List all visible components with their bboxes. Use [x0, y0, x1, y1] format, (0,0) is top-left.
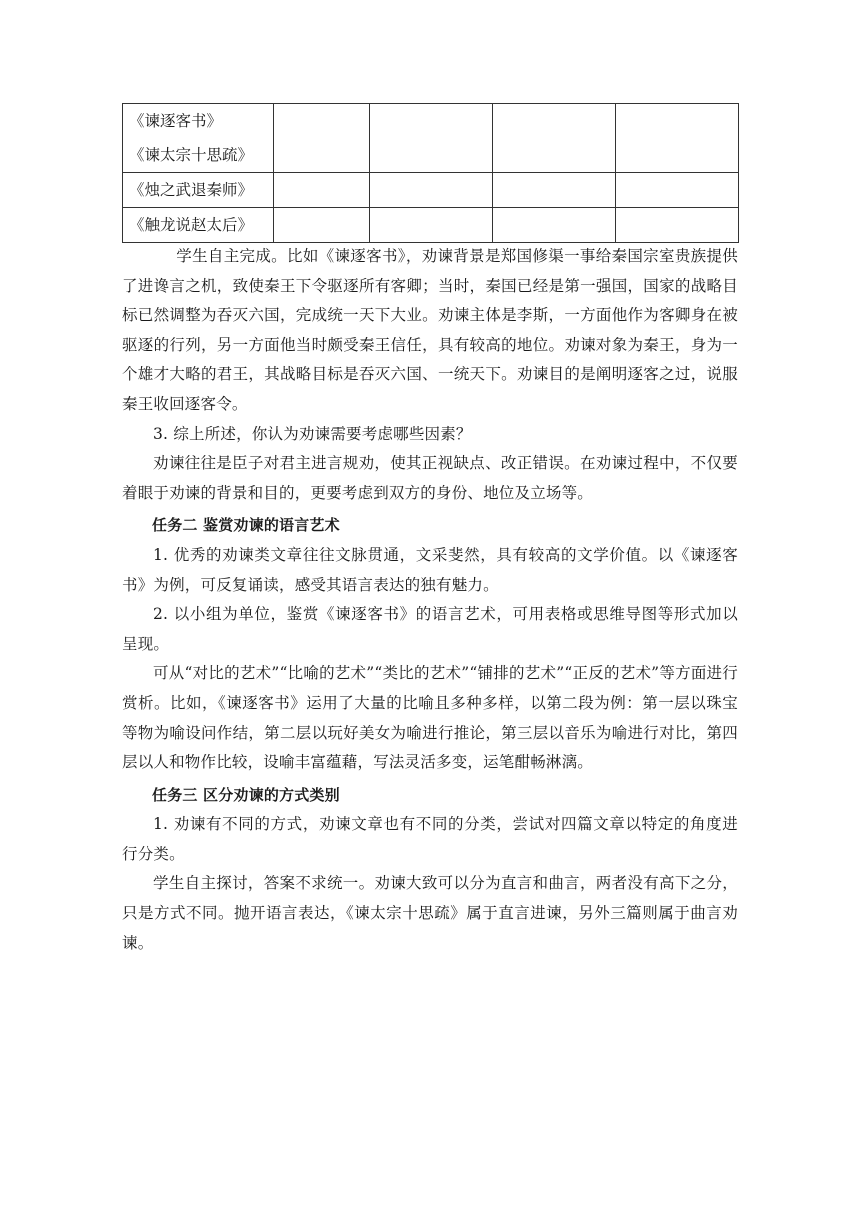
table-cell: [616, 208, 739, 243]
table-title-cell: [123, 173, 274, 208]
table-cell: [616, 104, 739, 173]
table-cell: [274, 208, 370, 243]
paragraph-answer-factors: 劝谏往往是臣子对君主进言规劝，使其正视缺点、改正错误。在劝谏过程中，不仅要着眼于劝谏的背景和目的，更要考虑到双方的身份、地位及立场等。: [122, 454, 738, 502]
table-cell: [370, 208, 493, 243]
task-three-item-1: 1. 劝谏有不同的方式，劝谏文章也有不同的分类，尝试对四篇文章以特定的角度进行分类。: [122, 815, 738, 863]
table-cell: [493, 173, 616, 208]
question-3: 3. 综上所述，你认为劝谏需要考虑哪些因素？: [153, 424, 472, 443]
table-title-cell: [123, 208, 274, 243]
paragraph-answer-language: 可从“对比的艺术”“比喻的艺术”“类比的艺术”“铺排的艺术”“正反的艺术”等方面进行赏析。比如，《谏逐客书》运用了大量的比喻且多种多样，以第二段为例：第一层以珠宝等物为喻设问作结，第二层以玩好美女为喻进行推论，第三层以音乐为喻进行对比，第四层以人和物作比较，设喻丰富蕴藉，写法灵活多变，运笔酣畅淋漓。: [122, 664, 738, 772]
article-title: 《谏太宗十思疏》: [129, 146, 254, 164]
analysis-table: [122, 103, 739, 243]
table-cell: [493, 104, 616, 173]
article-title: 《谏逐客书》: [129, 112, 223, 130]
task-three-heading: 任务三 区分劝谏的方式类别: [152, 785, 340, 804]
table-cell: [274, 173, 370, 208]
article-title: 《烛之武退秦师》: [129, 181, 254, 199]
table-row: [123, 104, 739, 173]
paragraph-answer-classification: 学生自主探讨，答案不求统一。劝谏大致可以分为直言和曲言，两者没有高下之分，只是方式不同。抛开语言表达，《谏太宗十思疏》属于直言进谏，另外三篇则属于曲言劝谏。: [122, 874, 738, 952]
paragraph-answer-example: 学生自主完成。比如《谏逐客书》，劝谏背景是郑国修渠一事给秦国宗室贵族提供了进谗言之机，致使秦王下令驱逐所有客卿；当时，秦国已经是第一强国，国家的战略目标已然调整为吞灭六国，完成统一天下大业。劝谏主体是李斯，一方面他作为客卿身在被驱逐的行列，另一方面他当时颇受秦王信任，具有较高的地位。劝谏对象为秦王，身为一个雄才大略的君王，其战略目标是吞灭六国、一统天下。劝谏目的是阐明逐客之过，说服秦王收回逐客令。: [122, 247, 738, 413]
table-cell: [274, 104, 370, 173]
task-two-item-2: 2. 以小组为单位，鉴赏《谏逐客书》的语言艺术，可用表格或思维导图等形式加以呈现。: [122, 605, 738, 653]
article-title: 《触龙说赵太后》: [129, 216, 254, 234]
body-text: [122, 242, 738, 958]
task-two-item-1: 1. 优秀的劝谏类文章往往文脉贯通，文采斐然，具有较高的文学价值。以《谏逐客书》为例，可反复诵读，感受其语言表达的独有魅力。: [122, 545, 738, 594]
table-cell: [616, 173, 739, 208]
table-cell: [370, 173, 493, 208]
table-row: [123, 208, 739, 243]
table-cell: [370, 104, 493, 173]
table-title-cell: [123, 104, 274, 173]
table-cell: [493, 208, 616, 243]
task-two-heading: 任务二 鉴赏劝谏的语言艺术: [152, 516, 340, 535]
table-row: [123, 173, 739, 208]
